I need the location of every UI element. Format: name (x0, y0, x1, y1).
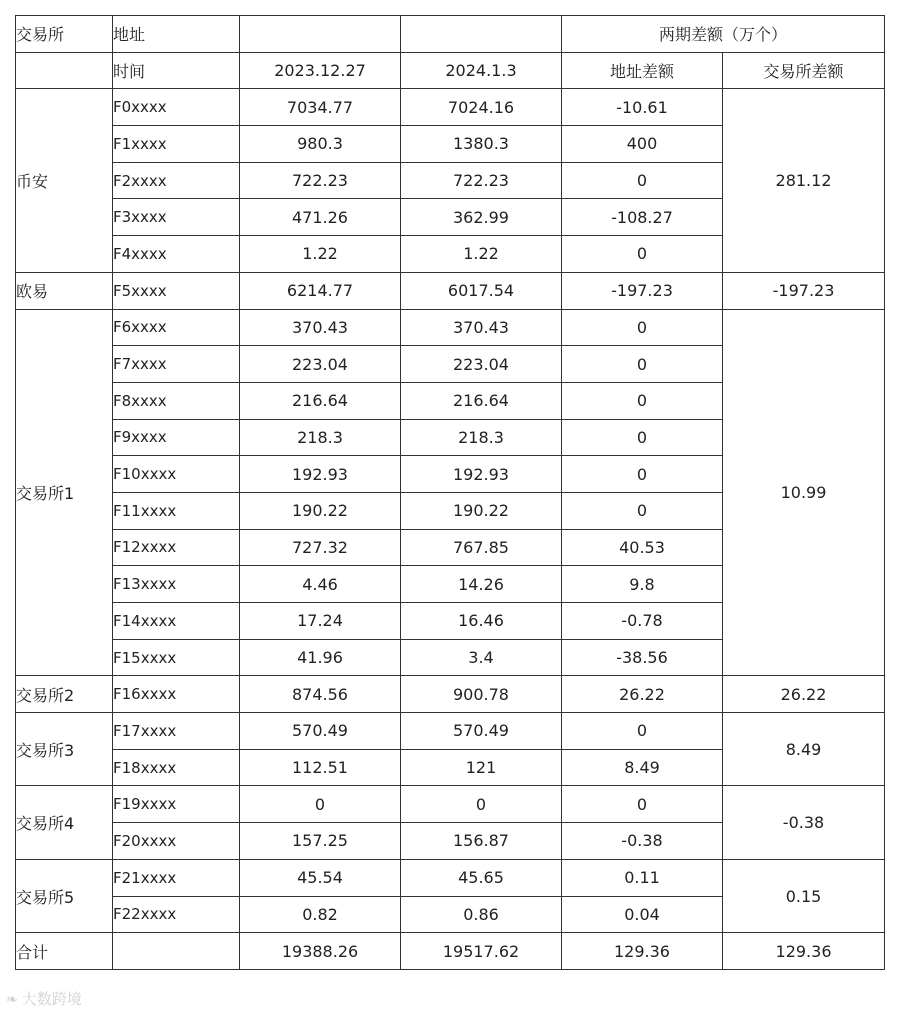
total-date1-cell: 19388.26 (240, 933, 401, 970)
address-cell: F13xxxx (113, 566, 240, 603)
balance-date2-cell: 767.85 (401, 529, 562, 566)
address-cell: F6xxxx (113, 309, 240, 346)
table-row (16, 676, 885, 713)
address-cell: F0xxxx (113, 89, 240, 126)
address-cell: F2xxxx (113, 162, 240, 199)
address-diff-cell: -108.27 (562, 199, 723, 236)
address-diff-cell: 0 (562, 492, 723, 529)
balance-date2-cell: 16.46 (401, 603, 562, 640)
balance-date2-cell: 1.22 (401, 236, 562, 273)
balance-date1-cell: 223.04 (240, 346, 401, 383)
balance-date1-cell: 0 (240, 786, 401, 823)
address-cell: F14xxxx (113, 603, 240, 640)
date1-header: 2023.12.27 (240, 52, 401, 89)
balance-date1-cell: 722.23 (240, 162, 401, 199)
balance-date2-cell: 156.87 (401, 823, 562, 860)
address-cell: F15xxxx (113, 639, 240, 676)
total-row (16, 933, 885, 970)
balance-date1-cell: 17.24 (240, 603, 401, 640)
address-diff-cell: 9.8 (562, 566, 723, 603)
exchange-diff-cell: 8.49 (723, 713, 885, 786)
address-diff-cell: 0 (562, 309, 723, 346)
balance-date2-cell: 0.86 (401, 896, 562, 933)
balance-date2-cell: 121 (401, 749, 562, 786)
time-header: 时间 (113, 52, 240, 89)
address-cell: F18xxxx (113, 749, 240, 786)
table-row (16, 786, 885, 823)
bird-logo-icon: ❧ (6, 992, 18, 1008)
watermark (6, 988, 82, 1009)
exchange-diff-cell: 10.99 (723, 309, 885, 676)
exchange-diff-cell: -0.38 (723, 786, 885, 859)
balance-date1-cell: 192.93 (240, 456, 401, 493)
total-date2-cell: 19517.62 (401, 933, 562, 970)
balance-date1-cell: 370.43 (240, 309, 401, 346)
balance-date1-cell: 45.54 (240, 859, 401, 896)
balance-date2-cell: 370.43 (401, 309, 562, 346)
total-exchange-diff-cell: 129.36 (723, 933, 885, 970)
address-diff-cell: -38.56 (562, 639, 723, 676)
address-diff-cell: 400 (562, 126, 723, 163)
address-diff-cell: 0 (562, 236, 723, 273)
address-cell: F7xxxx (113, 346, 240, 383)
balance-date1-cell: 0.82 (240, 896, 401, 933)
balance-date2-cell: 1380.3 (401, 126, 562, 163)
balance-date1-cell: 157.25 (240, 823, 401, 860)
balance-date2-cell: 6017.54 (401, 272, 562, 309)
balance-date2-cell: 3.4 (401, 639, 562, 676)
exchange-balance-table (15, 15, 885, 970)
address-cell: F4xxxx (113, 236, 240, 273)
exchange-name-cell: 币安 (16, 89, 113, 272)
balance-date1-cell: 112.51 (240, 749, 401, 786)
balance-date2-cell: 14.26 (401, 566, 562, 603)
total-address-diff-cell: 129.36 (562, 933, 723, 970)
address-diff-cell: 40.53 (562, 529, 723, 566)
address-diff-cell: 0 (562, 346, 723, 383)
exchange-name-cell: 交易所2 (16, 676, 113, 713)
address-cell: F9xxxx (113, 419, 240, 456)
address-diff-cell: 0 (562, 456, 723, 493)
address-diff-cell: -0.38 (562, 823, 723, 860)
exchange-name-cell: 交易所3 (16, 713, 113, 786)
table-row (16, 859, 885, 896)
balance-date2-cell: 216.64 (401, 382, 562, 419)
balance-date2-cell: 218.3 (401, 419, 562, 456)
exchange-diff-header: 交易所差额 (723, 52, 885, 89)
balance-date2-cell: 223.04 (401, 346, 562, 383)
address-cell: F19xxxx (113, 786, 240, 823)
total-label-cell: 合计 (16, 933, 113, 970)
empty-header-cell (401, 16, 562, 53)
balance-date1-cell: 980.3 (240, 126, 401, 163)
address-diff-cell: 0 (562, 419, 723, 456)
address-diff-header: 地址差额 (562, 52, 723, 89)
balance-date2-cell: 190.22 (401, 492, 562, 529)
balance-date1-cell: 41.96 (240, 639, 401, 676)
address-diff-cell: -197.23 (562, 272, 723, 309)
header-row-1 (16, 16, 885, 53)
empty-header-cell (240, 16, 401, 53)
exchange-diff-cell: -197.23 (723, 272, 885, 309)
address-diff-cell: 0 (562, 382, 723, 419)
address-cell: F16xxxx (113, 676, 240, 713)
balance-date1-cell: 190.22 (240, 492, 401, 529)
address-diff-cell: -10.61 (562, 89, 723, 126)
address-diff-cell: -0.78 (562, 603, 723, 640)
address-diff-cell: 8.49 (562, 749, 723, 786)
diff-group-header: 两期差额（万个） (562, 16, 885, 53)
address-cell: F17xxxx (113, 713, 240, 750)
balance-date2-cell: 900.78 (401, 676, 562, 713)
date2-header: 2024.1.3 (401, 52, 562, 89)
address-diff-cell: 0.11 (562, 859, 723, 896)
address-diff-cell: 26.22 (562, 676, 723, 713)
watermark-text: 大数跨境 (21, 990, 82, 1008)
address-cell: F3xxxx (113, 199, 240, 236)
balance-date1-cell: 471.26 (240, 199, 401, 236)
balance-date2-cell: 192.93 (401, 456, 562, 493)
exchange-diff-cell: 281.12 (723, 89, 885, 272)
address-diff-cell: 0 (562, 713, 723, 750)
exchange-name-cell: 交易所1 (16, 309, 113, 676)
address-cell: F20xxxx (113, 823, 240, 860)
balance-date2-cell: 362.99 (401, 199, 562, 236)
balance-date1-cell: 874.56 (240, 676, 401, 713)
balance-date2-cell: 45.65 (401, 859, 562, 896)
balance-date1-cell: 218.3 (240, 419, 401, 456)
address-cell: F1xxxx (113, 126, 240, 163)
address-cell: F22xxxx (113, 896, 240, 933)
balance-date1-cell: 6214.77 (240, 272, 401, 309)
balance-date1-cell: 7034.77 (240, 89, 401, 126)
exchange-diff-cell: 0.15 (723, 859, 885, 932)
balance-date1-cell: 216.64 (240, 382, 401, 419)
exchange-name-cell: 欧易 (16, 272, 113, 309)
exchange-name-cell: 交易所5 (16, 859, 113, 932)
balance-date1-cell: 1.22 (240, 236, 401, 273)
balance-date2-cell: 722.23 (401, 162, 562, 199)
balance-date2-cell: 0 (401, 786, 562, 823)
address-column-header: 地址 (113, 16, 240, 53)
table-row (16, 713, 885, 750)
address-cell: F8xxxx (113, 382, 240, 419)
table-row (16, 89, 885, 126)
empty-header-cell (16, 52, 113, 89)
balance-date1-cell: 570.49 (240, 713, 401, 750)
balance-date2-cell: 7024.16 (401, 89, 562, 126)
exchange-diff-cell: 26.22 (723, 676, 885, 713)
balance-date1-cell: 727.32 (240, 529, 401, 566)
exchange-name-cell: 交易所4 (16, 786, 113, 859)
address-cell: F12xxxx (113, 529, 240, 566)
address-cell: F11xxxx (113, 492, 240, 529)
balance-date2-cell: 570.49 (401, 713, 562, 750)
header-row-2 (16, 52, 885, 89)
table-row (16, 272, 885, 309)
balance-date1-cell: 4.46 (240, 566, 401, 603)
table-body (16, 16, 885, 970)
empty-total-cell (113, 933, 240, 970)
exchange-column-header: 交易所 (16, 16, 113, 53)
address-cell: F10xxxx (113, 456, 240, 493)
table-row (16, 309, 885, 346)
address-cell: F21xxxx (113, 859, 240, 896)
address-diff-cell: 0 (562, 786, 723, 823)
address-cell: F5xxxx (113, 272, 240, 309)
address-diff-cell: 0 (562, 162, 723, 199)
address-diff-cell: 0.04 (562, 896, 723, 933)
